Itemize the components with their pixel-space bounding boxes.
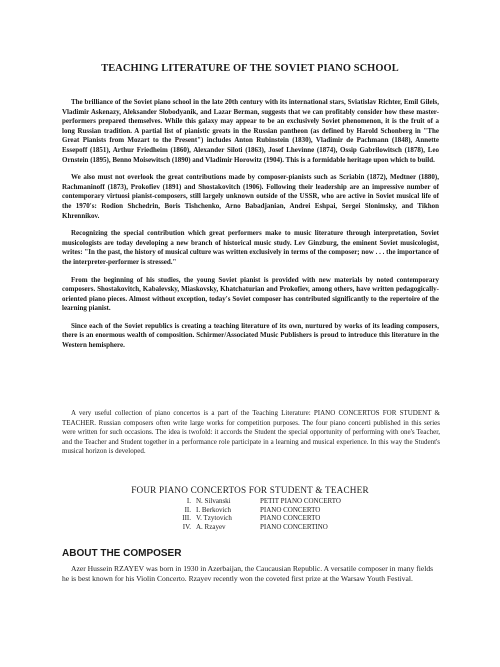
series-section xyxy=(62,409,440,457)
concertos-title: FOUR PIANO CONCERTOS FOR STUDENT & TEACHER xyxy=(131,485,369,495)
concerto-composer: V. Tzytovich xyxy=(196,514,232,523)
concerto-composer: N. Silvanski xyxy=(196,497,231,505)
concerto-work: PIANO CONCERTINO xyxy=(260,522,328,531)
concerto-composer: I. Berkovich xyxy=(196,505,231,514)
intro-paragraph: Since each of the Soviet republics is creating a teaching literature of its own, nurtured by works of its leading composers, there is an enormous wealth of composition. Schirmer/Associated Music Publishers is proud to introduce this literature in the Western hemisphere. xyxy=(62,321,439,350)
concerto-item xyxy=(163,497,341,506)
concerto-work: PIANO CONCERTO xyxy=(260,514,321,523)
page-title: TEACHING LITERATURE OF THE SOVIET PIANO SCHOOL xyxy=(101,63,399,74)
concertos-list xyxy=(163,497,341,531)
concerto-item xyxy=(163,523,341,532)
concerto-composer: A. Rzayev xyxy=(196,522,226,531)
about-section xyxy=(62,564,440,584)
concerto-item xyxy=(163,514,341,523)
intro-paragraph: Recognizing the special contribution which great performers make to music literature through interpretation, Soviet musicologists are today developing a new branch of historical music study. Lev Ginzburg, the eminent Soviet musicologist, writes: "In the past, the history of musical culture was written exclusively in terms of the composer; now . . . the importance of the interpreter-performer is stressed." xyxy=(62,229,439,266)
intro-paragraph: From the beginning of his studies, the young Soviet pianist is provided with new materials by noted contemporary composers. Shostakovitch, Kabalevsky, Miaskovsky, Khatchaturian and Prokofiev, among others, have written pedagogically-oriented piano pieces. Almost without exception, today's Soviet composer has contributed significantly to the repertoire of the learning pianist. xyxy=(62,275,439,313)
intro-paragraph: We also must not overlook the great contributions made by composer-pianists such as Scriabin (1872), Medtner (1880), Rachmaninoff (1873), Prokofiev (1891) and Shostakovitch (1906). Following their leadership are an impressive number of contemporary virtuosi pianist-composers, still largely unknown outside of the USSR, who are active in Soviet musical life of the 1970's: Rodion Shchedrin, Boris Tishchenko, Arno Babadjanian, Andrei Eshpai, Sergei Slonimsky, and Tikhon Khrennikov. xyxy=(62,173,439,220)
about-paragraph: Azer Hussein RZAYEV was born in 1930 in Azerbaijan, the Caucausian Republic. A versatile composer in many fields he is best known for his Violin Concerto. Rzayev recently won the coveted first prize at the Warsaw Youth Festival. xyxy=(62,564,434,584)
intro-section xyxy=(62,98,439,359)
concerto-number: IV. xyxy=(182,522,191,531)
concerto-work: PETIT PIANO CONCERTO xyxy=(260,497,341,505)
concerto-number: III. xyxy=(182,514,191,523)
series-paragraph: A very useful collection of piano concertos is a part of the Teaching Literature: PIANO CONCERTOS FOR STUDENT & TEACHER. Russian composers often write large works for competition purposes. The four piano concerti published in this series were written for such occasions. The idea is twofold: it accords the Student the special opportunity of performing with one's Teacher, and the Teacher and Student together in a performance role participate in a learning and musical experience. In this way the Student's musical horizon is developed. xyxy=(62,409,440,456)
concerto-item xyxy=(163,506,341,515)
concerto-number: II. xyxy=(184,505,191,514)
intro-paragraph: The brilliance of the Soviet piano school in the late 20th century with its international stars, Sviatislav Richter, Emil Gilels, Vladimir Askenazy, Aleksander Slobodyanik, and Lazar Berman, suggests that we can profitably consider how these master-performers prepared themselves. While this galaxy may appear to be an exclusively Soviet phenomenon, it is the fruit of a long Russian tradition. A partial list of pianistic greats in the Russian pantheon (as defined by Harold Schonberg in "The Great Pianists from Mozart to the Present") includes Anton Rubinstein (1830), Vladimir de Pachmann (1848), Annette Essepoff (1851), Arthur Friedheim (1860), Alexander Siloti (1863), Josef Lhevinne (1874), Ossip Gabrilowitsch (1878), Leo Ornstein (1895), Benno Moisewitsch (1890) and Vladimir Horowitz (1904). This is a formidable heritage upon which to build. xyxy=(62,98,439,164)
concerto-work: PIANO CONCERTO xyxy=(260,505,321,514)
about-title: ABOUT THE COMPOSER xyxy=(62,548,182,559)
concerto-number: I. xyxy=(186,497,191,505)
